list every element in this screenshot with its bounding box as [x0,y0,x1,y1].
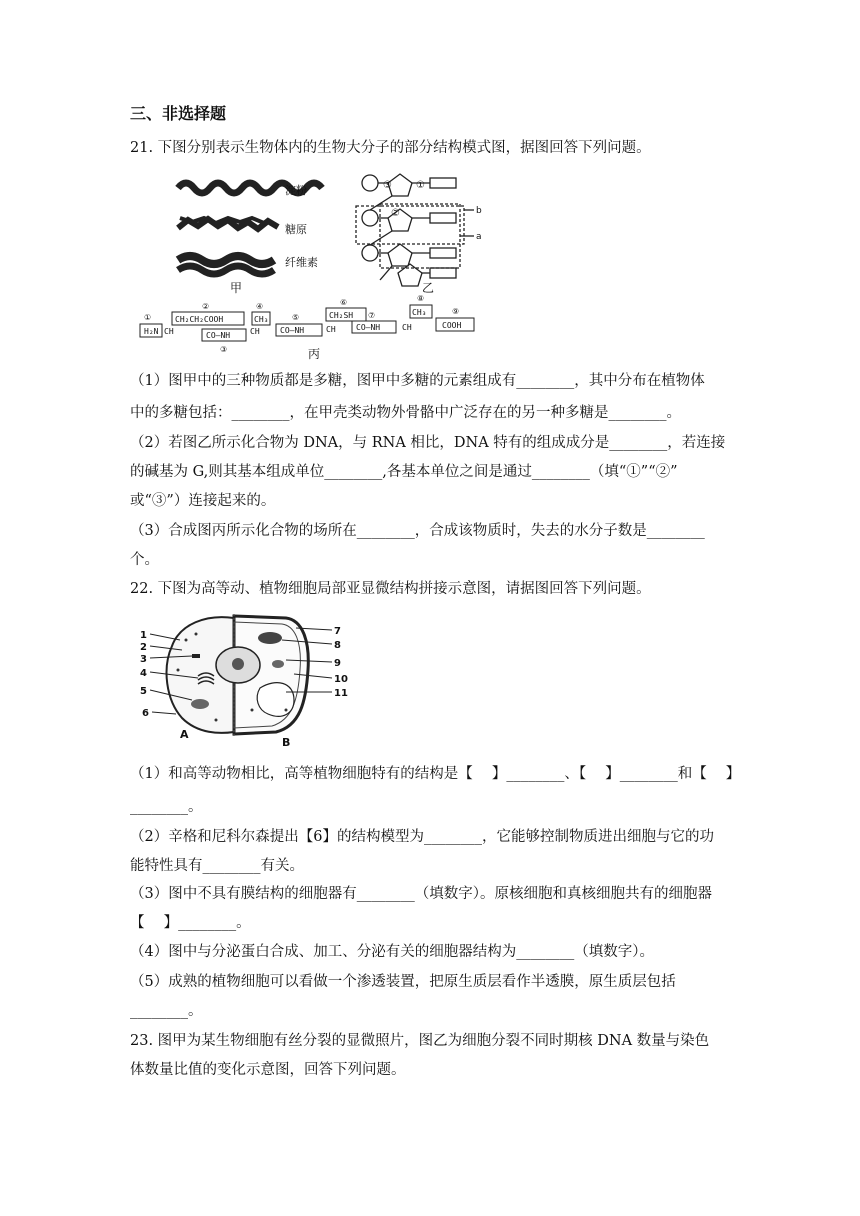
yi-caption: 乙 [422,281,435,295]
cell-label-6: 6 [142,708,149,719]
q22-line-8: （5）成熟的植物细胞可以看做一个渗透装置，把原生质层看作半透膜，原生质层包括 [130,974,676,990]
q21-line-7: 个。 [130,552,159,568]
bing-chain-coNH-2: CO—NH [280,326,305,335]
mitochondrion-b [272,660,284,668]
cell-label-7: 7 [334,626,341,637]
mitochondrion [191,699,209,709]
jia-label-starch: 淀粉 [285,184,307,197]
yi-mark-b: b [476,206,482,216]
section-title: 三、非选择题 [130,104,227,123]
q21-figure [130,168,490,363]
q21-line-4: 的碱基为 G,则其基本组成单位________,各基本单位之间是通过________（填“①”“②” [130,464,678,480]
jia-label-glycogen: 糖原 [285,223,307,236]
centrosome [192,654,200,658]
q22-line-1: （1）和高等动物相比，高等植物细胞特有的结构是【 】________、【 】________和【 】 [130,766,741,782]
q22-line-6: 【 】________。 [130,915,251,931]
q23-line-1: 23. 图甲为某生物细胞有丝分裂的显微照片，图乙为细胞分裂不同时期核 DNA 数量与染色 [130,1033,710,1049]
q22-line-3: （2）辛格和尼科尔森提出【6】的结构模型为________，它能够控制物质进出细胞与它的功 [130,829,714,845]
cell-label-9: 9 [334,658,341,669]
bing-chain-ch-4: CH [402,323,412,332]
bing-circle-7: ⑦ [368,311,376,320]
jia-glycogen-strand [178,218,278,229]
bing-chain-ch-3: CH [326,325,336,334]
cell-label-4: 4 [140,668,147,679]
bing-caption: 丙 [308,347,321,361]
bing-group-r3: CH₂SH [329,311,354,320]
chloroplast [258,632,282,644]
q21-line-5: 或“③”）连接起来的。 [130,493,276,509]
bing-circle-9: ⑨ [452,307,460,316]
yi-mark-a: a [476,232,482,242]
bing-circle-5: ⑤ [292,313,300,322]
bing-group-nh2: H₂N [144,327,159,336]
cell-label-3: 3 [140,654,147,665]
jia-label-cellulose: 纤维素 [285,256,318,269]
bing-chain-coNH-1: CO—NH [206,331,231,340]
bing-circle-2: ② [202,302,210,311]
bing-chain-ch-2: CH [250,327,260,336]
q21-line-2: 中的多糖包括：________，在甲壳类动物外骨骼中广泛存在的另一种多糖是________。 [130,405,681,421]
yi-mark-1: ① [416,180,425,191]
bing-group-cooh: COOH [442,321,462,330]
jia-caption: 甲 [230,281,243,295]
bing-chain-coNH-3: CO—NH [356,323,381,332]
cell-label-1: 1 [140,630,147,641]
bing-group-r1: CH₂CH₂COOH [175,315,224,324]
cell-label-10: 10 [334,674,348,685]
bing-chain-ch-1: CH [164,327,174,336]
q22-line-7: （4）图中与分泌蛋白合成、加工、分泌有关的细胞器结构为________（填数字）。 [130,944,654,960]
cell-label-5: 5 [140,686,147,697]
q21-line-1: （1）图甲中的三种物质都是多糖，图甲中多糖的元素组成有________，其中分布在植物体 [130,373,705,389]
vacuole [257,683,294,717]
yi-nucleotide-chain [356,174,474,286]
yi-mark-3: ③ [383,180,392,191]
bing-group-r2: CH₃ [254,315,269,324]
bing-circle-1: ① [144,313,152,322]
q23-line-2: 体数量比值的变化示意图，回答下列问题。 [130,1062,406,1078]
nucleolus [232,658,244,670]
q21-stem: 21. 下图分别表示生物体内的生物大分子的部分结构模式图，据图回答下列问题。 [130,140,651,156]
q22-line-5: （3）图中不具有膜结构的细胞器有________（填数字）。原核细胞和真核细胞共有的细胞器 [130,886,712,902]
cell-label-2: 2 [140,642,147,653]
yi-mark-2: ② [391,208,400,219]
cell-label-11: 11 [334,688,348,699]
cell-side-a: A [180,728,189,741]
bing-circle-8: ⑧ [417,294,425,303]
q22-line-2: ________。 [130,799,203,815]
q21-line-3: （2）若图乙所示化合物为 DNA，与 RNA 相比，DNA 特有的组成成分是________，若连接 [130,435,726,451]
bing-circle-3: ③ [220,345,228,354]
bing-group-r4: CH₃ [412,308,427,317]
q22-cell-figure [136,610,356,752]
bing-circle-4: ④ [256,302,264,311]
q22-line-4: 能特性具有________有关。 [130,858,304,874]
q22-line-9: ________。 [130,1003,203,1019]
cell-label-8: 8 [334,640,341,651]
cell-side-b: B [282,736,291,749]
q22-stem: 22. 下图为高等动、植物细胞局部亚显微结构拼接示意图，请据图回答下列问题。 [130,581,651,597]
bing-circle-6: ⑥ [340,298,348,307]
jia-cellulose-strand [178,256,274,274]
q21-line-6: （3）合成图丙所示化合物的场所在________，合成该物质时，失去的水分子数是________ [130,523,705,539]
